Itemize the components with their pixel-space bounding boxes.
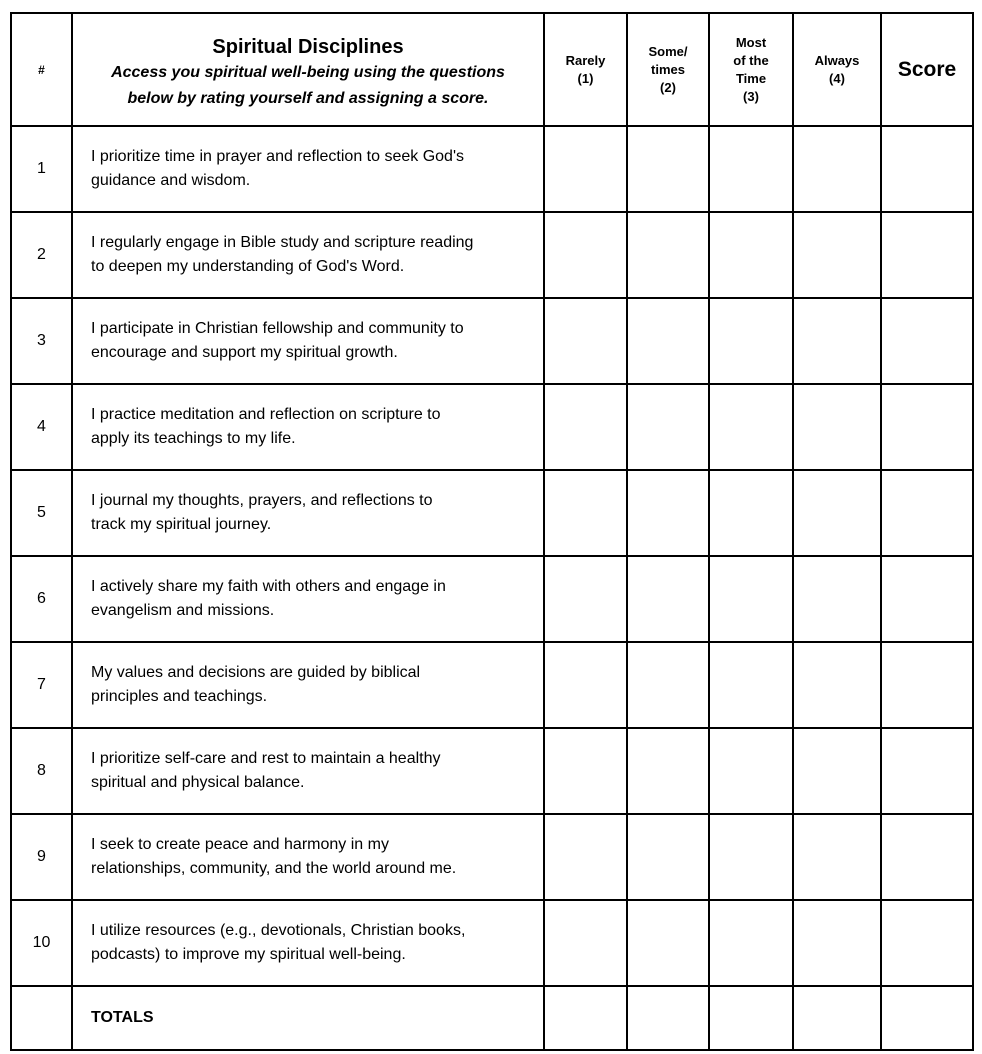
- rating-cell-most-of-the-time[interactable]: [709, 814, 793, 900]
- rating-cell-most-of-the-time[interactable]: [709, 212, 793, 298]
- number-column-header: #: [11, 13, 72, 126]
- total-cell-most-of-the-time[interactable]: [709, 986, 793, 1050]
- totals-label: TOTALS: [72, 986, 544, 1050]
- rating-header-line: (4): [829, 70, 845, 86]
- rating-cell-always[interactable]: [793, 900, 881, 986]
- question-number: 3: [11, 298, 72, 384]
- rating-cell-sometimes[interactable]: [627, 728, 709, 814]
- score-cell[interactable]: [881, 298, 973, 384]
- rating-cell-always[interactable]: [793, 728, 881, 814]
- rating-header-line: (1): [577, 70, 594, 86]
- question-row: [11, 470, 973, 556]
- rating-cell-always[interactable]: [793, 556, 881, 642]
- rating-cell-sometimes[interactable]: [627, 470, 709, 556]
- rating-header-line: (3): [743, 88, 759, 104]
- question-number: 6: [11, 556, 72, 642]
- rating-cell-always[interactable]: [793, 212, 881, 298]
- score-column-header: Score: [881, 13, 973, 126]
- rating-cell-sometimes[interactable]: [627, 900, 709, 986]
- rating-cell-most-of-the-time[interactable]: [709, 126, 793, 212]
- question-number: 5: [11, 470, 72, 556]
- question-text-line: to deepen my understanding of God's Word.: [91, 258, 405, 275]
- total-cell-always[interactable]: [793, 986, 881, 1050]
- rating-cell-always[interactable]: [793, 298, 881, 384]
- score-cell[interactable]: [881, 212, 973, 298]
- question-text: [72, 384, 544, 470]
- rating-cell-sometimes[interactable]: [627, 814, 709, 900]
- question-text-line: I journal my thoughts, prayers, and reflections to: [91, 492, 433, 509]
- question-number: 9: [11, 814, 72, 900]
- rating-cell-most-of-the-time[interactable]: [709, 470, 793, 556]
- rating-cell-rarely[interactable]: [544, 126, 627, 212]
- question-number: 4: [11, 384, 72, 470]
- score-cell[interactable]: [881, 900, 973, 986]
- question-row: [11, 728, 973, 814]
- question-text: [72, 814, 544, 900]
- question-text: [72, 642, 544, 728]
- rating-header-line: (2): [660, 79, 676, 95]
- totals-row: [11, 986, 973, 1050]
- rating-cell-sometimes[interactable]: [627, 298, 709, 384]
- rating-header-line: Some/: [648, 43, 688, 59]
- total-cell-rarely[interactable]: [544, 986, 627, 1050]
- question-text-line: I practice meditation and reflection on scripture to: [91, 406, 441, 423]
- rating-header-line: Always: [814, 52, 860, 68]
- rating-header-most-of-the-time: [709, 13, 793, 126]
- header-row: [11, 13, 973, 126]
- rating-cell-always[interactable]: [793, 126, 881, 212]
- rating-cell-rarely[interactable]: [544, 384, 627, 470]
- subtitle-line-2: below by rating yourself and assigning a score.: [127, 89, 489, 107]
- rating-cell-most-of-the-time[interactable]: [709, 298, 793, 384]
- question-text: [72, 298, 544, 384]
- question-text-line: guidance and wisdom.: [91, 172, 251, 189]
- question-number: 1: [11, 126, 72, 212]
- question-row: [11, 212, 973, 298]
- question-text-line: I prioritize time in prayer and reflection to seek God's: [91, 148, 464, 165]
- question-text: [72, 900, 544, 986]
- question-text-line: I seek to create peace and harmony in my: [91, 836, 389, 853]
- question-text-line: I utilize resources (e.g., devotionals, Christian books,: [91, 922, 466, 939]
- question-text-line: track my spiritual journey.: [91, 516, 272, 533]
- rating-cell-rarely[interactable]: [544, 728, 627, 814]
- question-row: [11, 384, 973, 470]
- score-cell[interactable]: [881, 728, 973, 814]
- question-text: [72, 212, 544, 298]
- question-number: 10: [11, 900, 72, 986]
- question-text-line: I participate in Christian fellowship and community to: [91, 320, 464, 337]
- question-row: [11, 298, 973, 384]
- question-text-line: I prioritize self-care and rest to maintain a healthy: [91, 750, 441, 767]
- rating-cell-most-of-the-time[interactable]: [709, 728, 793, 814]
- rating-cell-always[interactable]: [793, 814, 881, 900]
- subtitle-line-1: Access you spiritual well-being using the questions: [111, 63, 505, 81]
- rating-cell-sometimes[interactable]: [627, 212, 709, 298]
- rating-cell-rarely[interactable]: [544, 212, 627, 298]
- score-cell[interactable]: [881, 384, 973, 470]
- questions-body: [11, 126, 973, 1050]
- page-title: Spiritual Disciplines: [212, 35, 404, 58]
- title-header-cell: [72, 13, 544, 126]
- score-cell[interactable]: [881, 470, 973, 556]
- question-text-line: I regularly engage in Bible study and scripture reading: [91, 234, 474, 251]
- question-text-line: I actively share my faith with others and engage in: [91, 578, 446, 595]
- rating-header-line: of the: [733, 52, 769, 68]
- rating-cell-most-of-the-time[interactable]: [709, 642, 793, 728]
- rating-header-sometimes: [627, 13, 709, 126]
- assessment-table: [10, 12, 974, 1051]
- question-text: [72, 126, 544, 212]
- totals-number-cell: [11, 986, 72, 1050]
- question-text-line: encourage and support my spiritual growth.: [91, 344, 398, 361]
- rating-header-line: Most: [735, 34, 767, 50]
- rating-cell-always[interactable]: [793, 384, 881, 470]
- score-cell[interactable]: [881, 126, 973, 212]
- rating-cell-always[interactable]: [793, 470, 881, 556]
- question-text-line: evangelism and missions.: [91, 602, 275, 619]
- question-text: [72, 470, 544, 556]
- rating-cell-most-of-the-time[interactable]: [709, 900, 793, 986]
- question-text: [72, 728, 544, 814]
- score-cell[interactable]: [881, 642, 973, 728]
- rating-cell-sometimes[interactable]: [627, 642, 709, 728]
- question-row: [11, 900, 973, 986]
- rating-cell-sometimes[interactable]: [627, 384, 709, 470]
- rating-cell-sometimes[interactable]: [627, 126, 709, 212]
- rating-cell-rarely[interactable]: [544, 470, 627, 556]
- rating-cell-rarely[interactable]: [544, 814, 627, 900]
- rating-header-line: Rarely: [565, 52, 606, 68]
- question-row: [11, 814, 973, 900]
- total-cell-sometimes[interactable]: [627, 986, 709, 1050]
- question-row: [11, 126, 973, 212]
- rating-cell-sometimes[interactable]: [627, 556, 709, 642]
- question-row: [11, 556, 973, 642]
- rating-cell-rarely[interactable]: [544, 298, 627, 384]
- total-score-cell[interactable]: [881, 986, 973, 1050]
- score-cell[interactable]: [881, 814, 973, 900]
- question-text-line: principles and teachings.: [91, 688, 268, 705]
- question-text: [72, 556, 544, 642]
- question-row: [11, 642, 973, 728]
- question-text-line: relationships, community, and the world around me.: [91, 860, 457, 877]
- rating-cell-rarely[interactable]: [544, 642, 627, 728]
- rating-header-rarely: [544, 13, 627, 126]
- rating-cell-always[interactable]: [793, 642, 881, 728]
- question-number: 2: [11, 212, 72, 298]
- rating-header-line: Time: [735, 70, 767, 86]
- rating-cell-most-of-the-time[interactable]: [709, 556, 793, 642]
- score-cell[interactable]: [881, 556, 973, 642]
- rating-cell-most-of-the-time[interactable]: [709, 384, 793, 470]
- question-text-line: apply its teachings to my life.: [91, 430, 296, 447]
- rating-cell-rarely[interactable]: [544, 900, 627, 986]
- question-text-line: spiritual and physical balance.: [91, 774, 305, 791]
- question-number: 8: [11, 728, 72, 814]
- rating-header-always: [793, 13, 881, 126]
- question-number: 7: [11, 642, 72, 728]
- rating-header-line: times: [651, 61, 685, 77]
- question-text-line: My values and decisions are guided by biblical: [91, 664, 421, 681]
- rating-cell-rarely[interactable]: [544, 556, 627, 642]
- question-text-line: podcasts) to improve my spiritual well-being.: [91, 946, 406, 963]
